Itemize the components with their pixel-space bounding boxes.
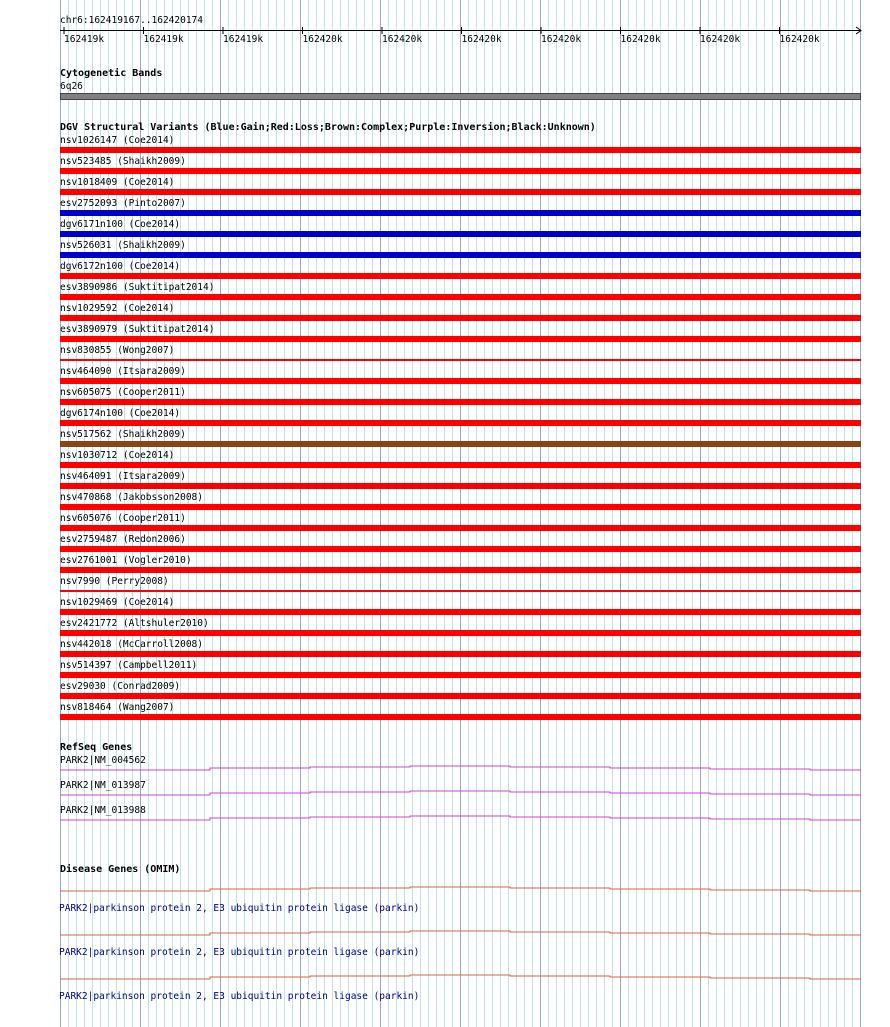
dgv-variant-bar[interactable] (60, 231, 861, 237)
dgv-variant-label[interactable]: esv3890986 (Suktitipat2014) (60, 282, 215, 293)
dgv-variant-label[interactable]: nsv1029469 (Coe2014) (60, 597, 175, 608)
refseq-gene-label[interactable]: PARK2|NM_013988 (60, 805, 146, 816)
omim-gene-label[interactable]: PARK2|parkinson protein 2, E3 ubiquitin protein ligase (parkin) (59, 903, 420, 914)
ruler-axis (0, 24, 890, 36)
dgv-variant-label[interactable]: dgv6172n100 (Coe2014) (60, 261, 181, 272)
dgv-variant-label[interactable]: nsv526031 (Shaikh2009) (60, 240, 186, 251)
omim-track-title: Disease Genes (OMIM) (60, 864, 181, 875)
dgv-variant-label[interactable]: esv2759487 (Redon2006) (60, 534, 186, 545)
dgv-variant-bar[interactable] (60, 294, 861, 300)
omim-gene-label[interactable]: PARK2|parkinson protein 2, E3 ubiquitin protein ligase (parkin) (59, 947, 420, 958)
ruler-tick-label: 162420k (620, 34, 661, 45)
dgv-variant-label[interactable]: esv2752093 (Pinto2007) (60, 198, 186, 209)
dgv-variant-label[interactable]: nsv1029592 (Coe2014) (60, 303, 175, 314)
dgv-variant-bar[interactable] (60, 273, 861, 279)
omim-gene-model[interactable] (0, 973, 890, 985)
dgv-variant-bar[interactable] (60, 378, 861, 384)
ruler-tick-label: 162420k (700, 34, 741, 45)
dgv-variant-bar[interactable] (60, 504, 861, 510)
cytoband-track-title: Cytogenetic Bands (60, 68, 163, 79)
dgv-track-title: DGV Structural Variants (Blue:Gain;Red:Loss;Brown:Complex;Purple:Inversion;Black:Unknown) (60, 122, 596, 133)
dgv-variant-label[interactable]: nsv1018409 (Coe2014) (60, 177, 175, 188)
dgv-variant-label[interactable]: nsv517562 (Shaikh2009) (60, 429, 186, 440)
dgv-variant-bar[interactable] (60, 693, 861, 699)
dgv-variant-bar[interactable] (60, 441, 861, 447)
cytoband-bar[interactable] (60, 93, 861, 100)
dgv-variant-bar[interactable] (60, 525, 861, 531)
ruler-tick-label: 162420k (779, 34, 820, 45)
dgv-variant-label[interactable]: nsv1030712 (Coe2014) (60, 450, 175, 461)
dgv-variant-bar[interactable] (60, 714, 861, 720)
dgv-variant-bar[interactable] (60, 483, 861, 489)
dgv-variant-label[interactable]: nsv1026147 (Coe2014) (60, 135, 175, 146)
dgv-variant-label[interactable]: nsv605076 (Cooper2011) (60, 513, 186, 524)
ruler-position-label: chr6:162419167..162420174 (60, 15, 203, 26)
dgv-variant-label[interactable]: nsv7990 (Perry2008) (60, 576, 169, 587)
dgv-variant-bar[interactable] (60, 252, 861, 258)
dgv-variant-bar[interactable] (60, 567, 861, 573)
dgv-variant-bar[interactable] (60, 590, 861, 592)
ruler-tick-label: 162420k (302, 34, 343, 45)
dgv-variant-bar[interactable] (60, 630, 861, 636)
ruler-tick-label: 162419k (64, 34, 105, 45)
dgv-variant-bar[interactable] (60, 420, 861, 426)
dgv-variant-bar[interactable] (60, 399, 861, 405)
dgv-variant-label[interactable]: nsv818464 (Wang2007) (60, 702, 175, 713)
cytoband-label: 6q26 (60, 81, 83, 92)
dgv-variant-label[interactable]: nsv442018 (McCarroll2008) (60, 639, 203, 650)
dgv-variant-label[interactable]: nsv470868 (Jakobsson2008) (60, 492, 203, 503)
dgv-variant-bar[interactable] (60, 336, 861, 342)
dgv-variant-label[interactable]: nsv523485 (Shaikh2009) (60, 156, 186, 167)
dgv-variant-bar[interactable] (60, 315, 861, 321)
dgv-variant-bar[interactable] (60, 168, 861, 174)
dgv-variant-bar[interactable] (60, 189, 861, 195)
dgv-variant-bar[interactable] (60, 609, 861, 615)
dgv-variant-label[interactable]: esv3890979 (Suktitipat2014) (60, 324, 215, 335)
dgv-variant-bar[interactable] (60, 359, 861, 361)
dgv-variant-bar[interactable] (60, 147, 861, 153)
dgv-variant-label[interactable]: dgv6171n100 (Coe2014) (60, 219, 181, 230)
dgv-variant-label[interactable]: nsv464090 (Itsara2009) (60, 366, 186, 377)
ruler-tick-label: 162419k (223, 34, 264, 45)
omim-gene-model[interactable] (0, 929, 890, 941)
refseq-gene-label[interactable]: PARK2|NM_004562 (60, 755, 146, 766)
dgv-variant-label[interactable]: esv2421772 (Altshuler2010) (60, 618, 209, 629)
refseq-gene-model[interactable] (0, 764, 890, 776)
dgv-variant-bar[interactable] (60, 672, 861, 678)
dgv-variant-bar[interactable] (60, 651, 861, 657)
dgv-variant-label[interactable]: nsv514397 (Campbell2011) (60, 660, 198, 671)
ruler-tick-label: 162420k (382, 34, 423, 45)
dgv-variant-label[interactable]: esv2761001 (Vogler2010) (60, 555, 192, 566)
refseq-gene-model[interactable] (0, 814, 890, 826)
dgv-variant-label[interactable]: esv29030 (Conrad2009) (60, 681, 181, 692)
dgv-variant-label[interactable]: nsv605075 (Cooper2011) (60, 387, 186, 398)
dgv-variant-bar[interactable] (60, 210, 861, 216)
dgv-variant-bar[interactable] (60, 546, 861, 552)
omim-gene-model[interactable] (0, 885, 890, 897)
ruler-tick-label: 162419k (143, 34, 184, 45)
refseq-track-title: RefSeq Genes (60, 742, 133, 753)
dgv-variant-label[interactable]: dgv6174n100 (Coe2014) (60, 408, 181, 419)
refseq-gene-model[interactable] (0, 789, 890, 801)
dgv-variant-bar[interactable] (60, 462, 861, 468)
dgv-variant-label[interactable]: nsv830855 (Wong2007) (60, 345, 175, 356)
dgv-variant-label[interactable]: nsv464091 (Itsara2009) (60, 471, 186, 482)
refseq-gene-label[interactable]: PARK2|NM_013987 (60, 780, 146, 791)
ruler-tick-label: 162420k (461, 34, 502, 45)
omim-gene-label[interactable]: PARK2|parkinson protein 2, E3 ubiquitin protein ligase (parkin) (59, 991, 420, 1002)
ruler-tick-label: 162420k (541, 34, 582, 45)
